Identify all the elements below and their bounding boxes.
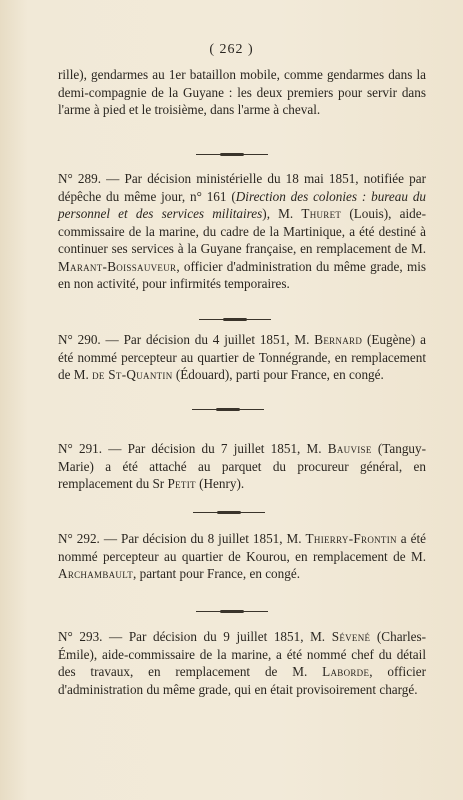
entry-text: (Henry). bbox=[195, 476, 245, 491]
section-divider bbox=[193, 511, 265, 515]
entry-text: , partant pour France, en congé. bbox=[133, 566, 300, 581]
person-name: de St-Quantin bbox=[92, 367, 173, 382]
entry-text: , officier d'administration du même grade, qui en était provisoirement chargé. bbox=[58, 664, 426, 697]
entry-number: N° 291. bbox=[58, 441, 103, 456]
entry-290 bbox=[58, 331, 426, 384]
continuation-paragraph bbox=[58, 66, 426, 119]
entry-text: a été nommé percepteur au quartier de Kourou, en remplacement de M. bbox=[58, 531, 426, 564]
entry-text: (Édouard), parti pour France, en congé. bbox=[172, 367, 384, 382]
entry-number: N° 289. bbox=[58, 171, 102, 186]
entry-text: (Charles-Émile), aide-commissaire de la marine, a été nommé chef du détail des travaux, en remplacement de M. bbox=[58, 629, 426, 679]
entry-289 bbox=[58, 170, 426, 293]
entry-number: N° 293. bbox=[58, 629, 103, 644]
page-number: ( 262 ) bbox=[209, 42, 254, 57]
entry-text: (Eugène) a été nommé percepteur au quartier de Tonnégrande, en remplacement de M. bbox=[58, 332, 426, 382]
entry-text: (Tanguy-Marie) a été attaché au parquet du procureur général, en remplacement du Sr bbox=[58, 441, 426, 491]
section-divider bbox=[199, 318, 271, 322]
entry-text: — Par décision ministérielle du 18 mai 1851, notifiée par dépêche du même jour, n° 161 ( bbox=[58, 171, 426, 204]
entry-text: (Louis), aide-commissaire de la marine, du cadre de la Martinique, a été destiné à continuer ses services à la Guyane française, en remplacement de M. bbox=[58, 206, 426, 256]
entry-number: N° 292. bbox=[58, 531, 100, 546]
person-name: Sévené bbox=[331, 629, 371, 644]
continuation-text: rille), gendarmes au 1er bataillon mobile, comme gendarmes dans la demi-compagnie de la Guyane : les deux premiers pour servir dans l'arme à pied et le troisième, dans l'arme à cheval. bbox=[58, 67, 426, 117]
section-divider bbox=[196, 153, 268, 157]
person-name: Bernard bbox=[314, 332, 363, 347]
person-name: Laborde bbox=[322, 664, 370, 679]
entry-text: — Par décision du 7 juillet 1851, M. bbox=[102, 441, 328, 456]
person-name: Bauvise bbox=[327, 441, 372, 456]
entry-text: , officier d'administration du même grade, mis en non activité, pour infirmités temporaires. bbox=[58, 258, 426, 291]
entry-291 bbox=[58, 440, 426, 493]
entry-text: — Par décision du 4 juillet 1851, M. bbox=[100, 332, 315, 347]
section-divider bbox=[196, 610, 268, 614]
entry-293 bbox=[58, 628, 426, 698]
entry-text: ), M. bbox=[262, 206, 302, 221]
entry-number: N° 290. bbox=[58, 332, 101, 347]
entry-292 bbox=[58, 530, 426, 583]
entry-text-italic: Direction des colonies : bureau du personnel et des services militaires bbox=[58, 188, 427, 221]
entry-text: — Par décision du 8 juillet 1851, M. bbox=[99, 531, 306, 546]
entry-text: — Par décision du 9 juillet 1851, M. bbox=[102, 629, 332, 644]
person-name: Archambault bbox=[58, 566, 134, 581]
person-name: Thuret bbox=[301, 206, 342, 221]
person-name: Petit bbox=[167, 476, 196, 491]
person-name: Thierry-Frontin bbox=[305, 531, 397, 546]
section-divider bbox=[192, 408, 264, 412]
person-name: Marant-Boissauveur bbox=[58, 258, 177, 274]
